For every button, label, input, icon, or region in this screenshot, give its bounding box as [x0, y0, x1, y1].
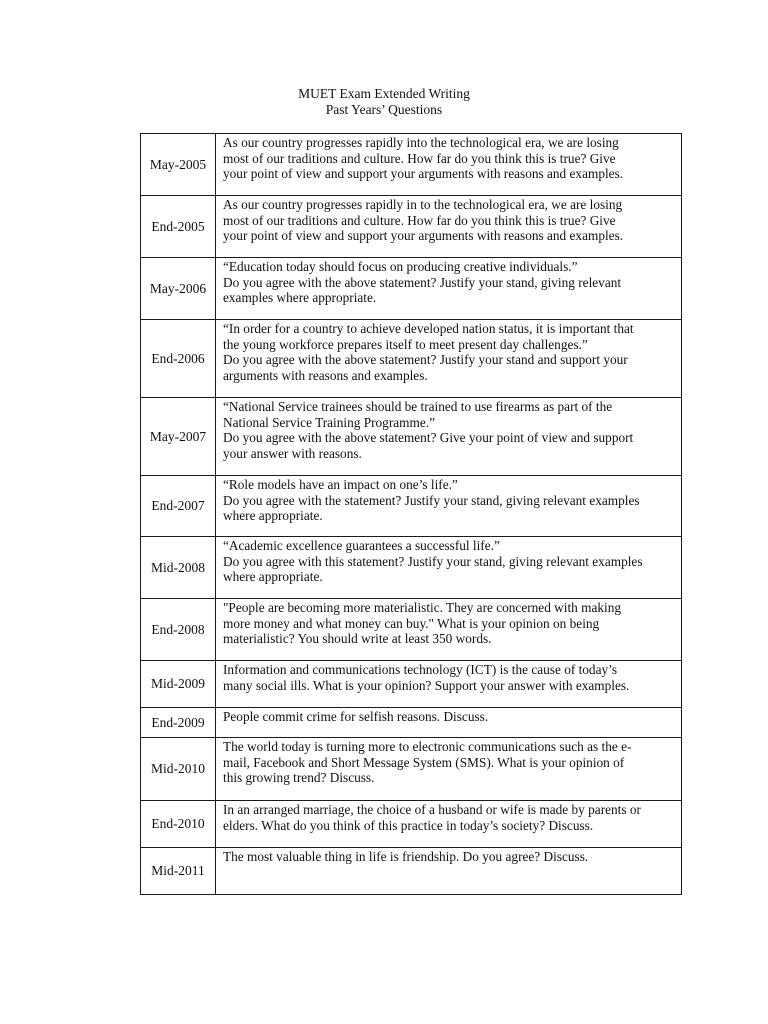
question-row — [141, 599, 682, 661]
exam-date-cell: End-2007 — [141, 476, 216, 537]
question-row — [141, 708, 682, 738]
document-title: MUET Exam Extended Writing — [298, 86, 470, 101]
question-text-line: “National Service trainees should be trained to use firearms as part of the — [223, 399, 613, 414]
question-text-line: Do you agree with this statement? Justify your stand, giving relevant examples — [223, 553, 643, 569]
question-text-line: “Education today should focus on producing creative individuals.” — [223, 259, 578, 274]
exam-date-cell: Mid-2008 — [141, 537, 216, 599]
question-text-line: The world today is turning more to electronic communications such as the e- — [223, 739, 632, 754]
question-text-line: In an arranged marriage, the choice of a husband or wife is made by parents or — [223, 802, 641, 817]
exam-date-cell: May-2005 — [141, 134, 216, 196]
question-text-line: examples where appropriate. — [223, 290, 377, 306]
questions-table — [140, 133, 682, 895]
document-heading — [0, 86, 768, 118]
question-text-cell — [216, 661, 682, 708]
exam-date-cell: End-2009 — [141, 708, 216, 738]
exam-date-cell: Mid-2009 — [141, 661, 216, 708]
question-text-line: People commit crime for selfish reasons. Discuss. — [223, 709, 489, 724]
question-text-cell — [216, 398, 682, 476]
question-text-cell — [216, 708, 682, 738]
question-text-cell — [216, 738, 682, 801]
exam-date-cell: End-2005 — [141, 196, 216, 258]
question-text-line: “In order for a country to achieve developed nation status, it is important that — [223, 321, 634, 336]
question-row — [141, 801, 682, 848]
question-text-line: materialistic? You should write at least 350 words. — [223, 631, 492, 647]
question-text-cell — [216, 599, 682, 661]
question-text-line: “Role models have an impact on one’s life.” — [223, 477, 458, 492]
question-text-cell — [216, 196, 682, 258]
question-text-line: where appropriate. — [223, 508, 323, 524]
question-text-line: As our country progresses rapidly into the technological era, we are losing — [223, 135, 619, 150]
question-text-line: this growing trend? Discuss. — [223, 770, 375, 786]
question-row — [141, 738, 682, 801]
question-row — [141, 134, 682, 196]
questions-table-body — [141, 134, 682, 895]
question-text-line: "People are becoming more materialistic. They are concerned with making — [223, 600, 622, 615]
question-text-line: most of our traditions and culture. How far do you think this is true? Give — [223, 150, 616, 166]
question-text-cell — [216, 476, 682, 537]
question-text-line: your point of view and support your arguments with reasons and examples. — [223, 228, 624, 244]
question-text-line: elders. What do you think of this practice in today’s society? Discuss. — [223, 817, 594, 833]
question-text-cell — [216, 320, 682, 398]
question-text-line: Do you agree with the statement? Justify your stand, giving relevant examples — [223, 492, 640, 508]
question-text-line: As our country progresses rapidly in to the technological era, we are losing — [223, 197, 623, 212]
exam-date-cell: Mid-2011 — [141, 848, 216, 895]
question-row — [141, 661, 682, 708]
question-text-line: your point of view and support your arguments with reasons and examples. — [223, 166, 624, 182]
question-text-line: more money and what money can buy." What is your opinion on being — [223, 615, 600, 631]
question-text-line: The most valuable thing in life is friendship. Do you agree? Discuss. — [223, 849, 589, 864]
exam-date-cell: End-2006 — [141, 320, 216, 398]
exam-date-cell: Mid-2010 — [141, 738, 216, 801]
question-text-line: most of our traditions and culture. How far do you think this is true? Give — [223, 212, 616, 228]
question-row — [141, 537, 682, 599]
exam-date-cell: May-2006 — [141, 258, 216, 320]
question-row — [141, 848, 682, 895]
question-text-cell — [216, 258, 682, 320]
exam-date-cell: May-2007 — [141, 398, 216, 476]
exam-date-cell: End-2010 — [141, 801, 216, 848]
document-subtitle: Past Years’ Questions — [325, 102, 443, 117]
question-text-line: Do you agree with the above statement? Justify your stand and support your — [223, 352, 628, 368]
question-text-cell — [216, 848, 682, 895]
question-row — [141, 398, 682, 476]
question-text-line: your answer with reasons. — [223, 445, 362, 461]
question-text-line: the young workforce prepares itself to meet present day challenges.” — [223, 336, 588, 352]
question-text-cell — [216, 801, 682, 848]
question-text-line: where appropriate. — [223, 569, 323, 585]
question-text-line: National Service Training Programme.” — [223, 414, 435, 430]
question-text-cell — [216, 134, 682, 196]
question-text-line: mail, Facebook and Short Message System (SMS). What is your opinion of — [223, 754, 625, 770]
question-text-line: many social ills. What is your opinion? Support your answer with examples. — [223, 677, 630, 693]
question-text-line: Do you agree with the above statement? Justify your stand, giving relevant — [223, 274, 622, 290]
exam-date-cell: End-2008 — [141, 599, 216, 661]
question-text-line: Information and communications technology (ICT) is the cause of today’s — [223, 662, 618, 677]
question-text-cell — [216, 537, 682, 599]
question-text-line: “Academic excellence guarantees a successful life.” — [223, 538, 500, 553]
question-row — [141, 320, 682, 398]
question-text-line: arguments with reasons and examples. — [223, 367, 428, 383]
question-row — [141, 196, 682, 258]
question-row — [141, 258, 682, 320]
question-row — [141, 476, 682, 537]
question-text-line: Do you agree with the above statement? Give your point of view and support — [223, 430, 634, 446]
